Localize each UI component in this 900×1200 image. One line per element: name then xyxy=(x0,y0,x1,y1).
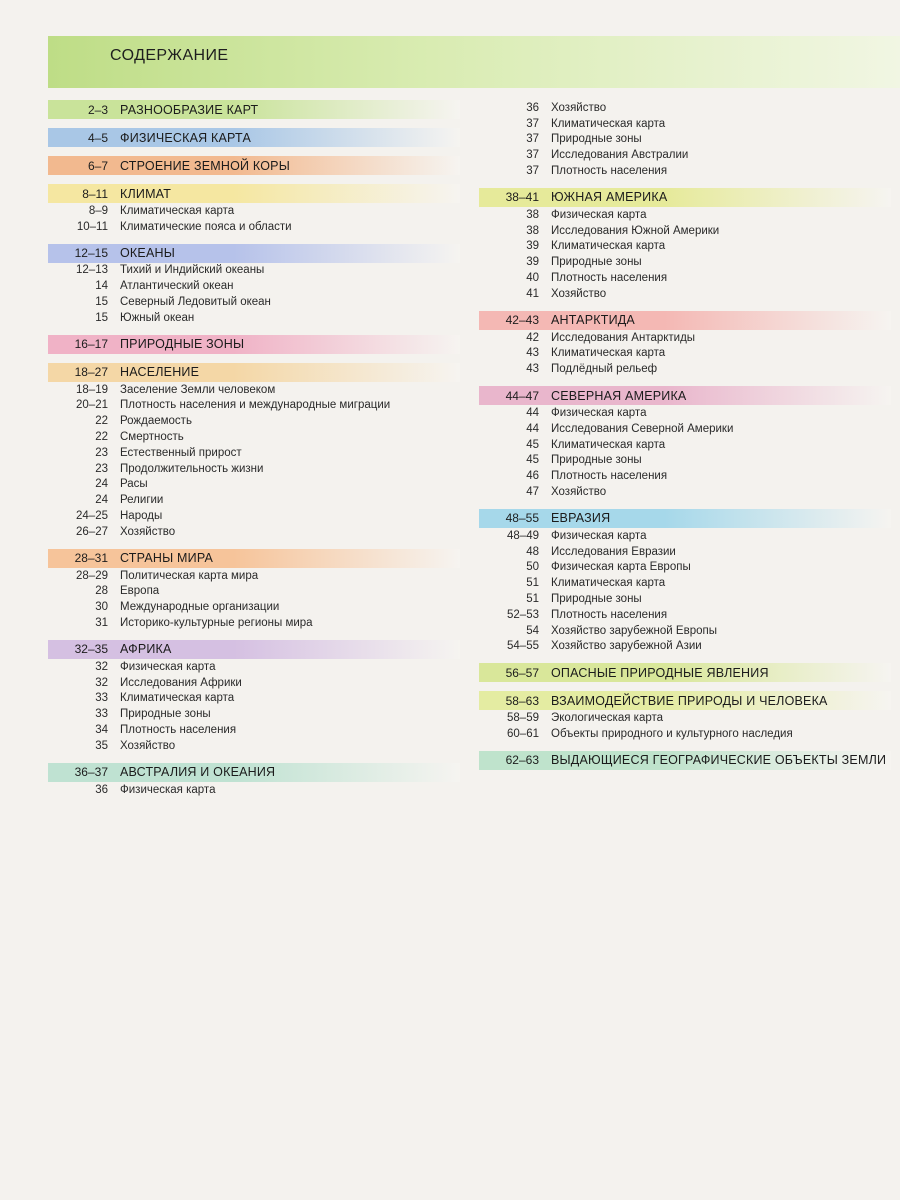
entry-title: Климатическая карта xyxy=(551,438,666,451)
entry-title: Смертность xyxy=(120,431,184,444)
entry-title: Климатические пояса и области xyxy=(120,220,292,233)
entry-title: Плотность населения xyxy=(551,165,668,178)
entry-title: Рождаемость xyxy=(120,415,192,428)
entry-pages: 48–49 xyxy=(507,529,539,542)
toc-entry[interactable] xyxy=(479,623,891,639)
entry-title: Плотность населения xyxy=(551,272,668,285)
toc-section xyxy=(48,335,460,354)
toc-entry[interactable] xyxy=(479,132,891,148)
section-pages: 4–5 xyxy=(87,130,108,145)
toc-entry[interactable] xyxy=(48,659,460,675)
entry-title: Климатическая карта xyxy=(551,117,666,130)
entry-pages: 24–25 xyxy=(76,510,108,523)
entry-pages: 54–55 xyxy=(507,640,539,653)
toc-entry[interactable] xyxy=(479,239,891,255)
section-pages: 38–41 xyxy=(505,190,539,205)
toc-left-column xyxy=(48,100,460,807)
entry-title: Плотность населения xyxy=(551,470,668,483)
section-pages: 8–11 xyxy=(82,186,108,201)
entry-title: Историко-культурные регионы мира xyxy=(120,617,313,630)
entry-title: Хозяйство xyxy=(551,486,607,499)
toc-entry[interactable] xyxy=(48,738,460,754)
entry-pages: 33 xyxy=(95,708,108,721)
toc-entry[interactable] xyxy=(48,278,460,294)
entry-title: Европа xyxy=(120,585,160,598)
toc-entry[interactable] xyxy=(479,286,891,302)
entry-title: Природные зоны xyxy=(551,593,642,606)
entry-pages: 14 xyxy=(95,280,108,293)
entry-title: Политическая карта мира xyxy=(120,569,259,582)
toc-entry[interactable] xyxy=(48,445,460,461)
section-heading[interactable] xyxy=(48,244,460,263)
entry-title: Международные организации xyxy=(120,601,280,614)
toc-right-column xyxy=(479,100,891,779)
entry-title: Физическая карта xyxy=(551,529,647,542)
entry-pages: 40 xyxy=(526,272,539,285)
section-heading[interactable] xyxy=(48,184,460,203)
entry-pages: 12–13 xyxy=(76,264,108,277)
entry-pages: 24 xyxy=(95,478,108,491)
entry-title: Подлёдный рельеф xyxy=(551,363,658,376)
entry-title: Хозяйство xyxy=(551,287,607,300)
toc-entry[interactable] xyxy=(48,413,460,429)
toc-entry[interactable] xyxy=(48,599,460,615)
toc-entry[interactable] xyxy=(479,528,891,544)
toc-entry[interactable] xyxy=(479,591,891,607)
toc-entry[interactable] xyxy=(479,223,891,239)
entry-pages: 37 xyxy=(526,149,539,162)
toc-section xyxy=(479,386,891,500)
section-heading[interactable] xyxy=(479,663,891,682)
entry-pages: 37 xyxy=(526,133,539,146)
toc-section xyxy=(48,640,460,754)
toc-entry[interactable] xyxy=(479,639,891,655)
section-title: СТРОЕНИЕ ЗЕМНОЙ КОРЫ xyxy=(120,158,290,173)
entry-title: Религии xyxy=(120,494,164,507)
entry-pages: 20–21 xyxy=(76,399,108,412)
toc-entry[interactable] xyxy=(48,675,460,691)
section-pages: 32–35 xyxy=(74,642,108,657)
entry-title: Продолжительность жизни xyxy=(120,462,264,475)
section-pages: 18–27 xyxy=(74,365,108,380)
entry-title: Заселение Земли человеком xyxy=(120,383,276,396)
entry-pages: 37 xyxy=(526,165,539,178)
entry-title: Хозяйство xyxy=(120,739,176,752)
entry-title: Атлантический океан xyxy=(120,280,234,293)
entry-title: Климатическая карта xyxy=(551,347,666,360)
entry-pages: 23 xyxy=(95,462,108,475)
toc-entry[interactable] xyxy=(48,492,460,508)
toc-entry[interactable] xyxy=(48,691,460,707)
section-title: ЮЖНАЯ АМЕРИКА xyxy=(551,190,668,205)
entry-pages: 50 xyxy=(526,561,539,574)
toc-entry[interactable] xyxy=(479,270,891,286)
entry-title: Плотность населения и международные миграции xyxy=(120,399,391,412)
section-title: СЕВЕРНАЯ АМЕРИКА xyxy=(551,388,687,403)
entry-pages: 28–29 xyxy=(76,569,108,582)
section-title: ЕВРАЗИЯ xyxy=(551,511,611,526)
entry-pages: 43 xyxy=(526,363,539,376)
toc-entry[interactable] xyxy=(48,477,460,493)
entry-pages: 31 xyxy=(95,617,108,630)
entry-title: Природные зоны xyxy=(120,708,211,721)
entry-pages: 36 xyxy=(95,783,108,796)
entry-pages: 39 xyxy=(526,256,539,269)
toc-entry[interactable] xyxy=(479,346,891,362)
entry-pages: 41 xyxy=(526,287,539,300)
toc-entry[interactable] xyxy=(48,782,460,798)
section-heading[interactable] xyxy=(48,156,460,175)
toc-entry[interactable] xyxy=(479,207,891,223)
toc-entry[interactable] xyxy=(479,254,891,270)
entry-title: Естественный прирост xyxy=(120,446,242,459)
entry-pages: 8–9 xyxy=(88,204,108,217)
toc-entry[interactable] xyxy=(48,461,460,477)
section-pages: 28–31 xyxy=(74,551,108,566)
section-heading[interactable] xyxy=(479,509,891,528)
section-pages: 56–57 xyxy=(505,665,539,680)
section-title: СТРАНЫ МИРА xyxy=(120,551,214,566)
toc-entry[interactable] xyxy=(479,453,891,469)
toc-entry[interactable] xyxy=(48,706,460,722)
entry-pages: 32 xyxy=(95,676,108,689)
entry-pages: 24 xyxy=(95,494,108,507)
entry-pages: 45 xyxy=(526,454,539,467)
toc-entry[interactable] xyxy=(479,710,891,726)
section-title: КЛИМАТ xyxy=(120,186,172,201)
section-pages: 62–63 xyxy=(505,753,539,768)
toc-entry[interactable] xyxy=(48,382,460,398)
entry-pages: 18–19 xyxy=(76,383,108,396)
entry-title: Исследования Антарктиды xyxy=(551,331,696,344)
toc-entry[interactable] xyxy=(48,722,460,738)
entry-title: Физическая карта xyxy=(551,407,647,420)
entry-title: Физическая карта xyxy=(120,783,216,796)
entry-pages: 15 xyxy=(95,311,108,324)
entry-pages: 48 xyxy=(526,545,539,558)
section-heading[interactable] xyxy=(48,335,460,354)
entry-pages: 39 xyxy=(526,240,539,253)
section-pages: 44–47 xyxy=(505,388,539,403)
entry-pages: 35 xyxy=(95,739,108,752)
entry-pages: 23 xyxy=(95,446,108,459)
toc-entry[interactable] xyxy=(479,147,891,163)
toc-section xyxy=(48,184,460,235)
section-heading[interactable] xyxy=(48,100,460,119)
toc-section xyxy=(479,100,891,179)
toc-section xyxy=(48,128,460,147)
entry-title: Физическая карта xyxy=(551,208,647,221)
toc-entry[interactable] xyxy=(48,263,460,279)
toc-entry[interactable] xyxy=(479,421,891,437)
entry-pages: 44 xyxy=(526,407,539,420)
entry-pages: 43 xyxy=(526,347,539,360)
entry-title: Природные зоны xyxy=(551,133,642,146)
entry-pages: 37 xyxy=(526,117,539,130)
entry-pages: 38 xyxy=(526,208,539,221)
toc-section xyxy=(48,763,460,798)
section-heading[interactable] xyxy=(48,640,460,659)
section-heading[interactable] xyxy=(479,691,891,710)
entry-title: Физическая карта xyxy=(120,660,216,673)
entry-pages: 45 xyxy=(526,438,539,451)
section-title: ВЗАИМОДЕЙСТВИЕ ПРИРОДЫ И ЧЕЛОВЕКА xyxy=(551,693,828,708)
entry-title: Природные зоны xyxy=(551,454,642,467)
toc-section xyxy=(479,311,891,377)
section-pages: 36–37 xyxy=(74,765,108,780)
entry-pages: 44 xyxy=(526,422,539,435)
section-pages: 48–55 xyxy=(505,511,539,526)
section-title: АФРИКА xyxy=(120,642,172,657)
entry-pages: 15 xyxy=(95,296,108,309)
toc-entry[interactable] xyxy=(479,116,891,132)
toc-entry[interactable] xyxy=(48,615,460,631)
section-title: ОКЕАНЫ xyxy=(120,246,175,261)
toc-entry[interactable] xyxy=(48,203,460,219)
section-title: ПРИРОДНЫЕ ЗОНЫ xyxy=(120,337,245,352)
entry-title: Климатическая карта xyxy=(120,692,235,705)
entry-title: Климатическая карта xyxy=(120,204,235,217)
page-header xyxy=(48,36,900,88)
toc-entry[interactable] xyxy=(479,726,891,742)
toc-entry[interactable] xyxy=(48,568,460,584)
section-title: НАСЕЛЕНИЕ xyxy=(120,365,200,380)
entry-title: Расы xyxy=(120,478,148,491)
entry-pages: 47 xyxy=(526,486,539,499)
toc-section xyxy=(48,156,460,175)
entry-pages: 34 xyxy=(95,724,108,737)
entry-title: Экологическая карта xyxy=(551,712,664,725)
section-heading[interactable] xyxy=(48,128,460,147)
entry-pages: 52–53 xyxy=(507,608,539,621)
section-title: РАЗНООБРАЗИЕ КАРТ xyxy=(120,102,259,117)
entry-title: Плотность населения xyxy=(551,608,668,621)
section-heading[interactable] xyxy=(479,386,891,405)
entry-pages: 33 xyxy=(95,692,108,705)
entry-title: Исследования Южной Америки xyxy=(551,224,720,237)
toc-section xyxy=(48,244,460,326)
section-title: АВСТРАЛИЯ И ОКЕАНИЯ xyxy=(120,765,276,780)
toc-entry[interactable] xyxy=(479,100,891,116)
entry-title: Объекты природного и культурного наследия xyxy=(551,728,793,740)
section-heading[interactable] xyxy=(479,188,891,207)
toc-section xyxy=(48,363,460,540)
entry-pages: 26–27 xyxy=(76,525,108,538)
entry-title: Исследования Австралии xyxy=(551,149,689,162)
toc-section xyxy=(479,691,891,742)
entry-pages: 42 xyxy=(526,331,539,344)
entry-title: Южный океан xyxy=(120,311,195,324)
entry-title: Хозяйство xyxy=(120,525,176,538)
section-pages: 2–3 xyxy=(87,102,108,117)
toc-entry[interactable] xyxy=(479,484,891,500)
entry-pages: 36 xyxy=(526,101,539,114)
toc-entry[interactable] xyxy=(48,310,460,326)
entry-title: Тихий и Индийский океаны xyxy=(120,264,265,277)
toc-entry[interactable] xyxy=(48,508,460,524)
entry-title: Хозяйство зарубежной Европы xyxy=(551,624,717,637)
section-title: АНТАРКТИДА xyxy=(551,313,635,328)
toc-entry[interactable] xyxy=(479,361,891,377)
toc-section xyxy=(479,509,891,654)
entry-pages: 32 xyxy=(95,660,108,673)
entry-pages: 22 xyxy=(95,415,108,428)
entry-title: Климатическая карта xyxy=(551,240,666,253)
entry-pages: 58–59 xyxy=(507,712,539,725)
toc-entry[interactable] xyxy=(479,330,891,346)
toc-entry[interactable] xyxy=(48,524,460,540)
entry-pages: 28 xyxy=(95,585,108,598)
section-heading[interactable] xyxy=(48,363,460,382)
entry-title: Климатическая карта xyxy=(551,577,666,590)
section-title: ФИЗИЧЕСКАЯ КАРТА xyxy=(120,130,251,145)
toc-entry[interactable] xyxy=(479,544,891,560)
entry-title: Плотность населения xyxy=(120,724,237,737)
section-pages: 12–15 xyxy=(74,246,108,261)
toc-section xyxy=(479,751,891,770)
section-heading[interactable] xyxy=(479,751,891,770)
entry-pages: 38 xyxy=(526,224,539,237)
toc-entry[interactable] xyxy=(48,294,460,310)
toc-section xyxy=(479,663,891,682)
entry-title: Народы xyxy=(120,510,163,523)
entry-title: Физическая карта Европы xyxy=(551,561,691,574)
entry-pages: 51 xyxy=(526,577,539,590)
section-title: ОПАСНЫЕ ПРИРОДНЫЕ ЯВЛЕНИЯ xyxy=(551,665,769,680)
toc-section xyxy=(48,549,460,631)
entry-pages: 46 xyxy=(526,470,539,483)
toc-entry[interactable] xyxy=(479,575,891,591)
entry-title: Исследования Евразии xyxy=(551,545,676,558)
entry-title: Природные зоны xyxy=(551,256,642,269)
entry-pages: 22 xyxy=(95,431,108,444)
toc-entry[interactable] xyxy=(48,219,460,235)
entry-pages: 51 xyxy=(526,593,539,606)
toc-entry[interactable] xyxy=(479,468,891,484)
page-title: СОДЕРЖАНИЕ xyxy=(110,47,229,64)
toc-section xyxy=(48,100,460,119)
toc-entry[interactable] xyxy=(479,437,891,453)
toc-section xyxy=(479,188,891,302)
entry-title: Хозяйство зарубежной Азии xyxy=(551,640,702,653)
entry-title: Хозяйство xyxy=(551,101,607,114)
toc-entry[interactable] xyxy=(48,429,460,445)
section-pages: 16–17 xyxy=(74,337,108,352)
entry-title: Исследования Северной Америки xyxy=(551,422,734,435)
entry-title: Исследования Африки xyxy=(120,676,242,689)
entry-pages: 54 xyxy=(526,624,539,637)
entry-title: Северный Ледовитый океан xyxy=(120,296,271,309)
section-pages: 6–7 xyxy=(87,158,108,173)
section-heading[interactable] xyxy=(48,763,460,782)
section-heading[interactable] xyxy=(48,549,460,568)
toc-entry[interactable] xyxy=(479,163,891,179)
entry-pages: 10–11 xyxy=(76,220,108,233)
section-title: ВЫДАЮЩИЕСЯ ГЕОГРАФИЧЕСКИЕ ОБЪЕКТЫ ЗЕМЛИ xyxy=(551,753,887,768)
entry-pages: 60–61 xyxy=(507,728,539,740)
toc-entry[interactable] xyxy=(479,560,891,576)
section-heading[interactable] xyxy=(479,311,891,330)
toc-entry[interactable] xyxy=(479,405,891,421)
section-pages: 58–63 xyxy=(505,693,539,708)
toc-entry[interactable] xyxy=(48,398,460,414)
entry-pages: 30 xyxy=(95,601,108,614)
toc-entry[interactable] xyxy=(479,607,891,623)
section-pages: 42–43 xyxy=(505,313,539,328)
toc-entry[interactable] xyxy=(48,584,460,600)
